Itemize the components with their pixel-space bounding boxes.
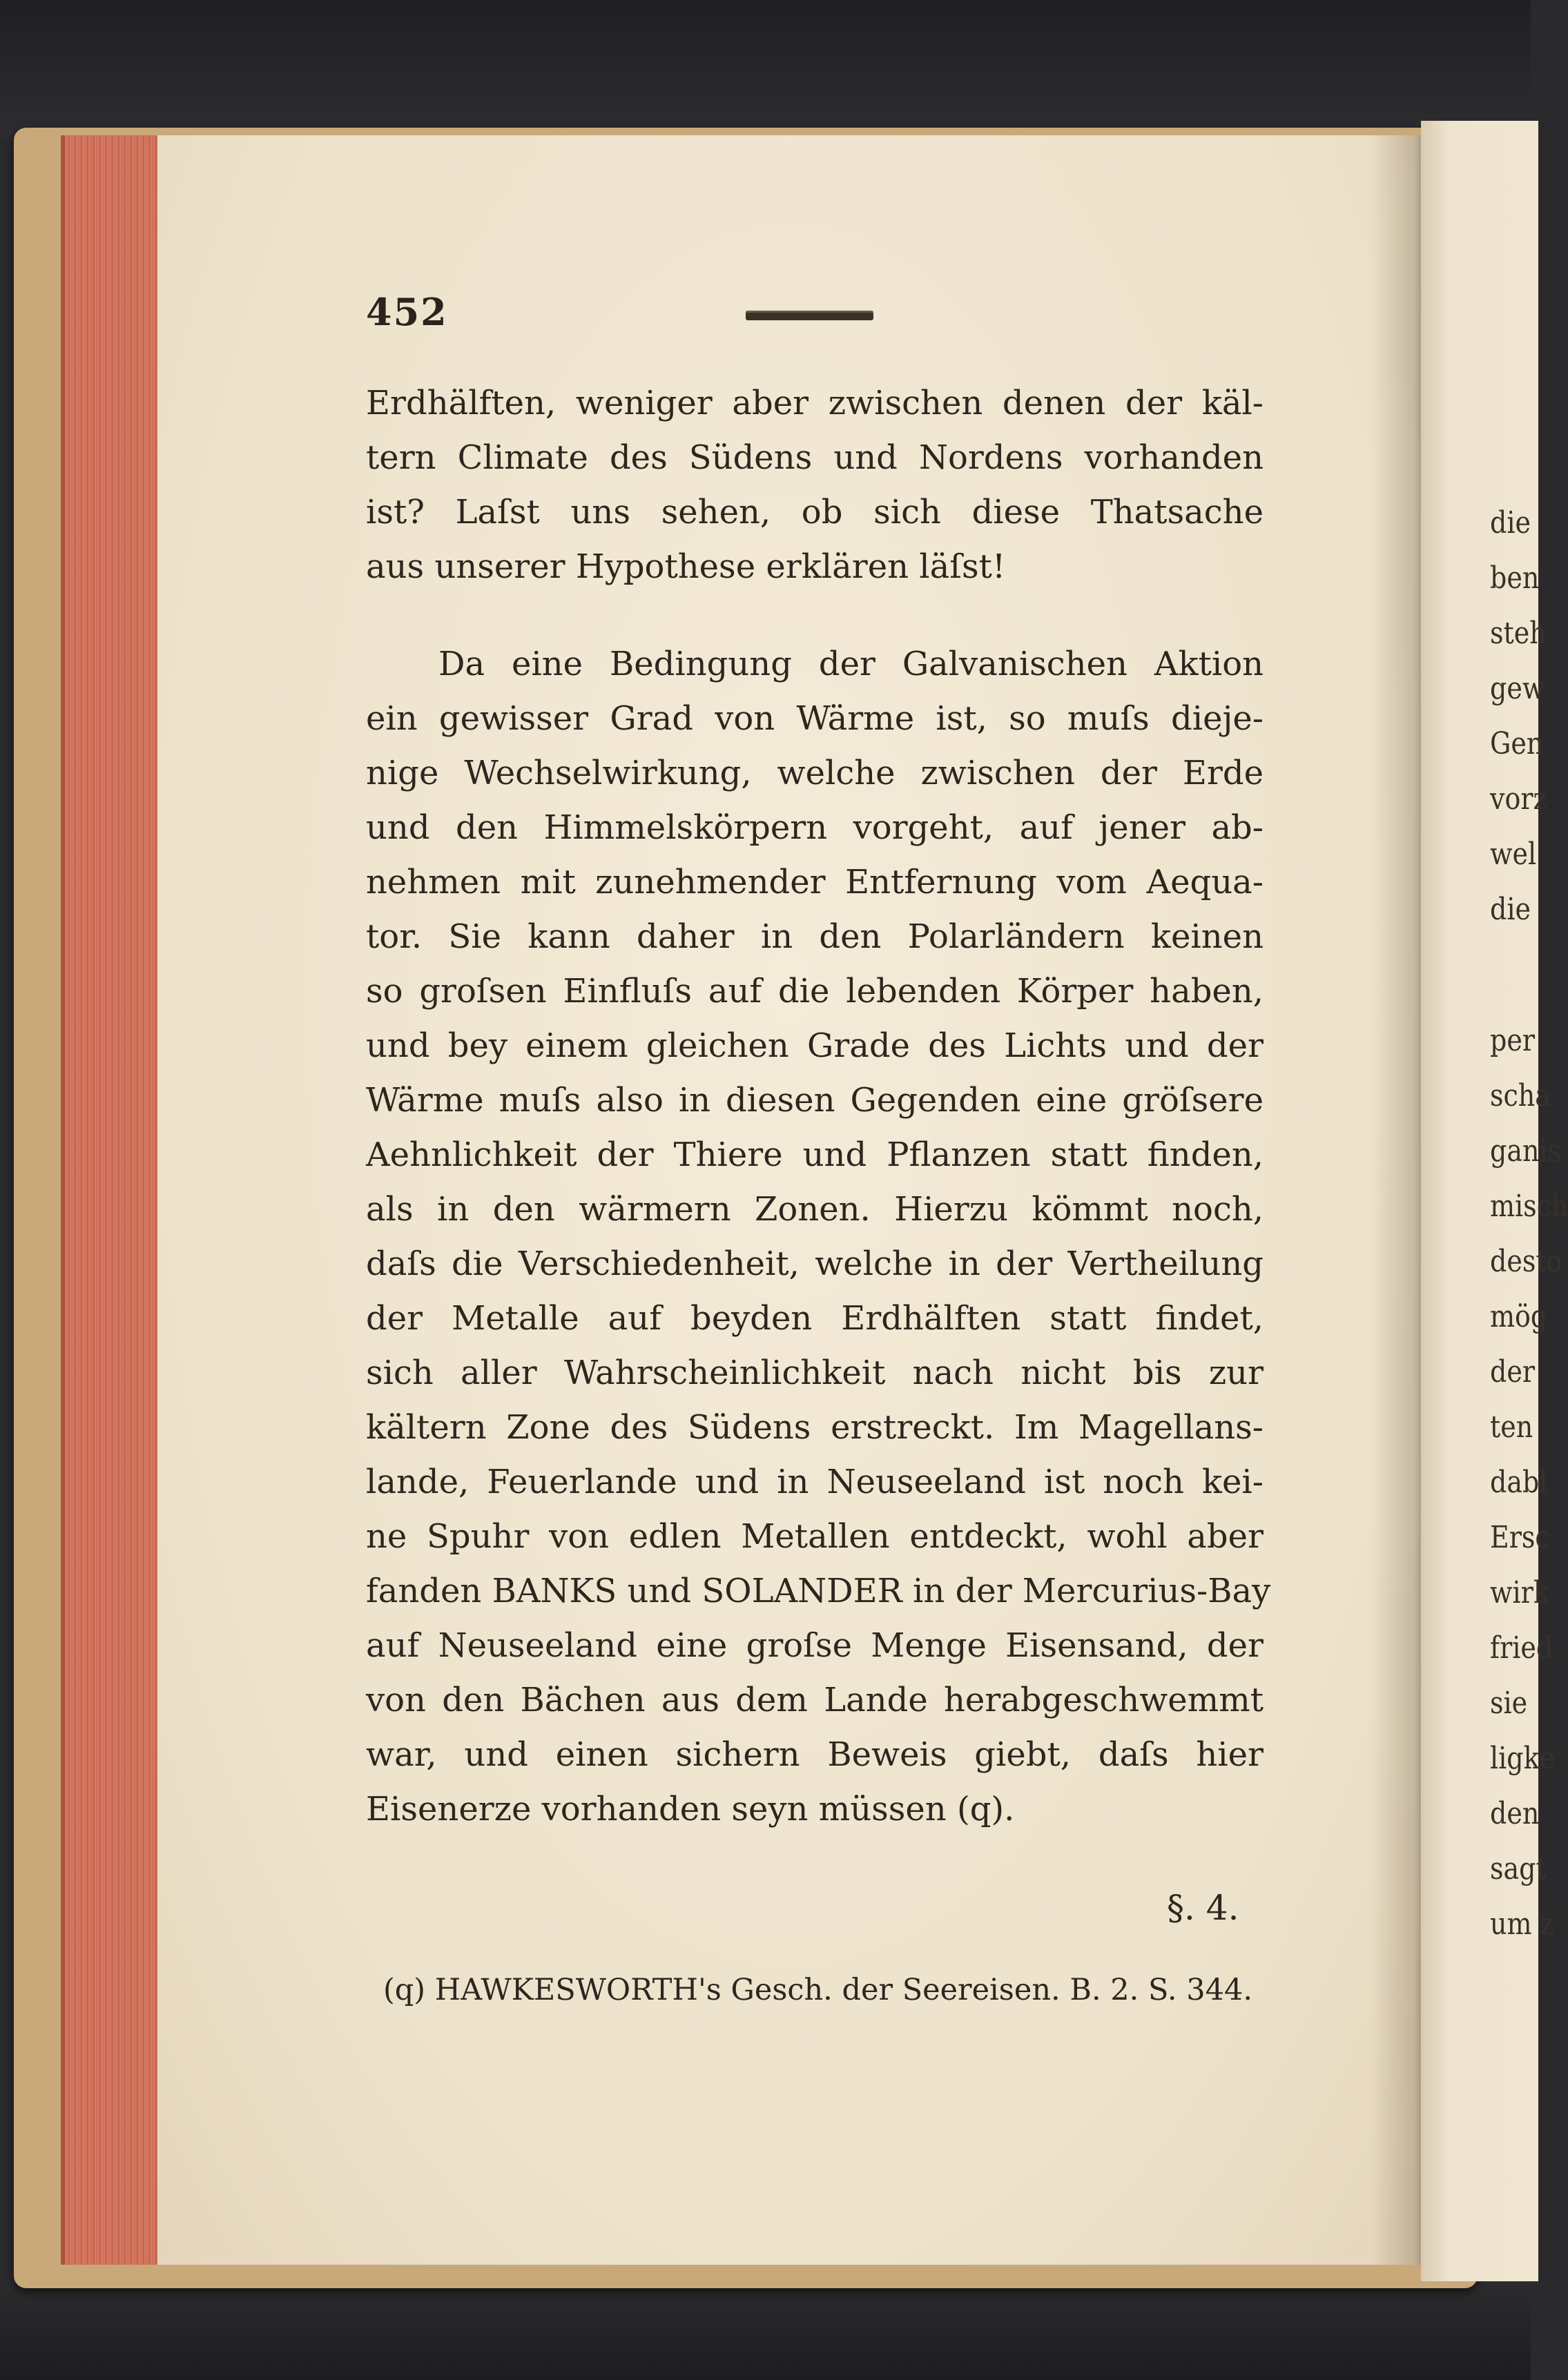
facing-page-fragment: Gen bbox=[1490, 725, 1544, 761]
text-line: ne Spuhr von edlen Metallen entdeckt, wohl aber bbox=[366, 1517, 1264, 1556]
facing-page-fragment: mög bbox=[1490, 1298, 1548, 1334]
text-line: Aehnlichkeit der Thiere und Pflanzen statt finden, bbox=[366, 1135, 1264, 1174]
paragraph-gap bbox=[366, 594, 1264, 637]
section-mark: §. 4. bbox=[1167, 1888, 1239, 1928]
facing-page-fragment: steh bbox=[1490, 615, 1547, 651]
facing-page-fragment: ligke bbox=[1490, 1740, 1556, 1776]
text-line: sich aller Wahrscheinlichkeit nach nicht bis zur bbox=[366, 1354, 1264, 1392]
text-line: von den Bächen aus dem Lande herabgeschwemmt bbox=[366, 1681, 1264, 1719]
text-line: und bey einem gleichen Grade des Lichts und der bbox=[366, 1026, 1264, 1065]
text-line: Da eine Bedingung der Galvanischen Aktion bbox=[438, 645, 1264, 683]
facing-page-fragment: dabl bbox=[1490, 1464, 1548, 1500]
facing-page-fragment: scha bbox=[1490, 1077, 1551, 1113]
facing-page-fragment: die bbox=[1490, 505, 1531, 540]
text-line: kältern Zone des Südens erstreckt. Im Magellans- bbox=[366, 1408, 1264, 1447]
text-line: tern Climate des Südens und Nordens vorhanden bbox=[366, 438, 1264, 477]
text-line: aus unserer Hypothese erklären läſst! bbox=[366, 547, 1006, 586]
text-line: fanden BANKS und SOLANDER in der Mercurius-Bay bbox=[366, 1572, 1271, 1610]
facing-page-fragment: der bbox=[1490, 1354, 1535, 1389]
facing-page-fragment: sie bbox=[1490, 1685, 1528, 1721]
facing-page-fragment: den bbox=[1490, 1795, 1540, 1831]
facing-page-fragment: per bbox=[1490, 1022, 1535, 1058]
facing-page-fragment: ten bbox=[1490, 1409, 1533, 1445]
background-bottom bbox=[0, 2278, 1531, 2380]
footnote: (q) HAWKESWORTH's Gesch. der Seereisen. B. 2. S. 344. bbox=[383, 1973, 1252, 2007]
text-line: der Metalle auf beyden Erdhälften statt findet, bbox=[366, 1299, 1264, 1338]
facing-page-fragment: um z bbox=[1490, 1906, 1554, 1942]
text-line: ein gewisser Grad von Wärme ist, so muſs dieje- bbox=[366, 699, 1264, 738]
text-line: nige Wechselwirkung, welche zwischen der Erde bbox=[366, 754, 1264, 792]
background-top bbox=[0, 0, 1531, 138]
text-line: und den Himmelskörpern vorgeht, auf jener ab- bbox=[366, 808, 1264, 847]
facing-page-fragment: ben bbox=[1490, 560, 1540, 596]
facing-page-fragment: desto bbox=[1490, 1243, 1562, 1279]
facing-page-fragment: misch bbox=[1490, 1188, 1568, 1224]
header-ornament-rule bbox=[746, 311, 873, 320]
text-line: nehmen mit zunehmender Entfernung vom Aequa- bbox=[366, 863, 1264, 901]
text-line: lande, Feuerlande und in Neuseeland ist noch kei- bbox=[366, 1463, 1264, 1501]
facing-page-fragment: ganis bbox=[1490, 1133, 1562, 1169]
text-line: auf Neuseeland eine groſse Menge Eisensand, der bbox=[366, 1626, 1264, 1665]
facing-page-fragment: gew bbox=[1490, 670, 1545, 706]
text-line: Eisenerze vorhanden seyn müssen (q). bbox=[366, 1790, 1015, 1828]
running-header bbox=[366, 290, 1264, 338]
text-line: tor. Sie kann daher in den Polarländern keinen bbox=[366, 917, 1264, 956]
text-line: so groſsen Einfluſs auf die lebenden Körper haben, bbox=[366, 972, 1264, 1011]
facing-page-fragment: vorz bbox=[1490, 781, 1547, 817]
facing-page-fragment: Ersc bbox=[1490, 1519, 1550, 1555]
text-line: ist? Laſst uns sehen, ob sich diese Thatsache bbox=[366, 493, 1264, 531]
facing-page-fragment: die bbox=[1490, 891, 1531, 927]
body-text bbox=[366, 376, 1271, 1837]
text-line: Erdhälften, weniger aber zwischen denen der käl- bbox=[366, 384, 1264, 422]
text-line: als in den wärmern Zonen. Hierzu kömmt noch, bbox=[366, 1190, 1264, 1229]
facing-page-fragment: wel bbox=[1490, 836, 1537, 872]
text-line: daſs die Verschiedenheit, welche in der Vertheilung bbox=[366, 1245, 1264, 1283]
facing-page-fragment: wirk bbox=[1490, 1574, 1549, 1610]
text-line: war, und einen sichern Beweis giebt, daſs hier bbox=[366, 1735, 1264, 1774]
text-line: Wärme muſs also in diesen Gegenden eine gröſsere bbox=[366, 1081, 1264, 1120]
page-number: 452 bbox=[366, 290, 448, 334]
facing-page-fragment: fried bbox=[1490, 1630, 1554, 1666]
page-edges bbox=[61, 135, 162, 2265]
facing-page-fragment: sagt bbox=[1490, 1851, 1547, 1886]
facing-page bbox=[1421, 121, 1568, 2281]
